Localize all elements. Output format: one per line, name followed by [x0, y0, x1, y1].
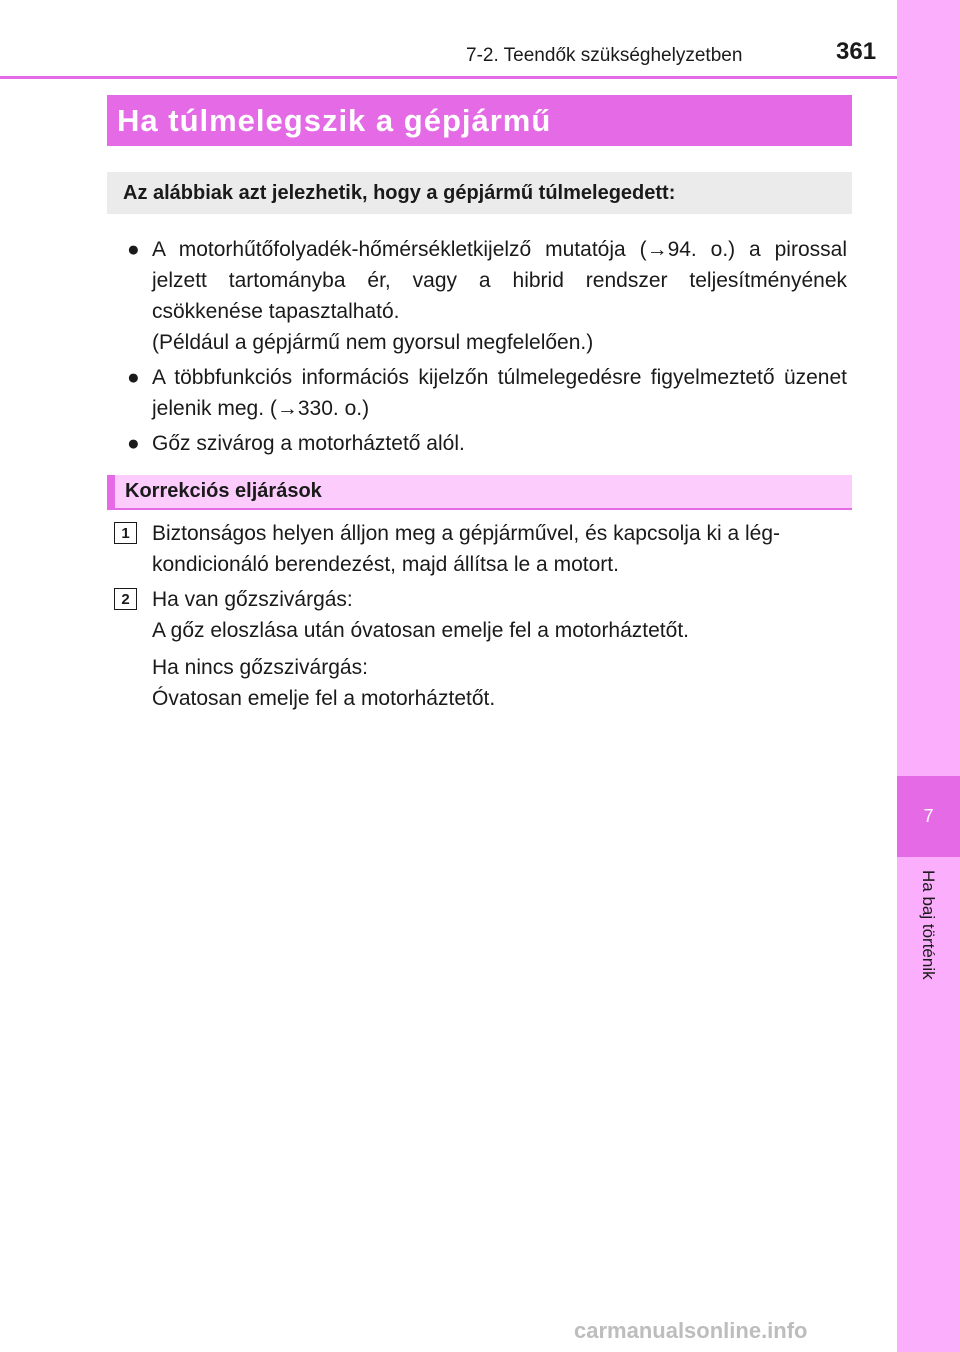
- bullet-icon: ●: [127, 432, 140, 455]
- bullet-text: A többfunkciós információs kijelzőn túlmelegedésre figyelmeztető üzenet jelenik meg. (→330. o.): [152, 366, 847, 420]
- watermark: carmanualsonline.info: [574, 1318, 808, 1343]
- step-number-badge: 2: [114, 588, 137, 610]
- page-title: Ha túlmelegszik a gépjármű: [117, 102, 552, 138]
- step-paragraph: Ha van gőzszivárgás:: [152, 588, 353, 611]
- step-paragraph: Óvatosan emelje fel a motorháztetőt.: [152, 687, 496, 710]
- step-number-badge: 1: [114, 522, 137, 544]
- step-text: [152, 518, 849, 580]
- page-title-bar: [107, 95, 852, 146]
- bullet-text: Gőz szivárog a motorháztető alól.: [152, 432, 465, 455]
- step-1: [114, 518, 849, 580]
- list-item: [127, 428, 847, 459]
- header-divider: [0, 76, 897, 79]
- step-paragraph: Ha nincs gőzszivárgás:: [152, 656, 368, 679]
- step-text: [152, 584, 849, 714]
- subtitle-bar: [107, 172, 852, 214]
- subtitle: Az alábbiak azt jelezhetik, hogy a gépjármű túlmelegedett:: [123, 181, 676, 204]
- chapter-label: Ha baj történik: [919, 870, 938, 980]
- page-number: 361: [836, 38, 877, 65]
- symptom-list: [127, 234, 847, 463]
- step-paragraph: A gőz eloszlása után óvatosan emelje fel a motorháztetőt.: [152, 619, 689, 642]
- chapter-number-tab[interactable]: 7: [897, 776, 960, 857]
- step-2: [114, 584, 849, 714]
- bullet-icon: ●: [127, 366, 140, 389]
- section-title: Korrekciós eljárások: [125, 480, 322, 502]
- section-header: [107, 475, 852, 510]
- header-section-title: 7-2. Teendők szükséghelyzetben: [466, 45, 743, 66]
- list-item: [127, 362, 847, 424]
- list-item: [127, 234, 847, 358]
- step-paragraph: Biztonságos helyen álljon meg a gépjárművel, és kapcsolja ki a légkondicionáló berendezést, majd állítsa le a motort.: [152, 522, 781, 576]
- bullet-text: A motorhűtőfolyadék-hőmérsékletkijelző mutatója (→94. o.) a pirossal jelzett tartományba ér, vagy a hibrid rendszer teljesítményének csökkenése tapasztalható.: [152, 238, 847, 323]
- chapter-side-tab: [897, 0, 960, 1352]
- bullet-text-note: (Például a gépjármű nem gyorsul megfelelően.): [152, 331, 594, 354]
- bullet-icon: ●: [127, 238, 140, 261]
